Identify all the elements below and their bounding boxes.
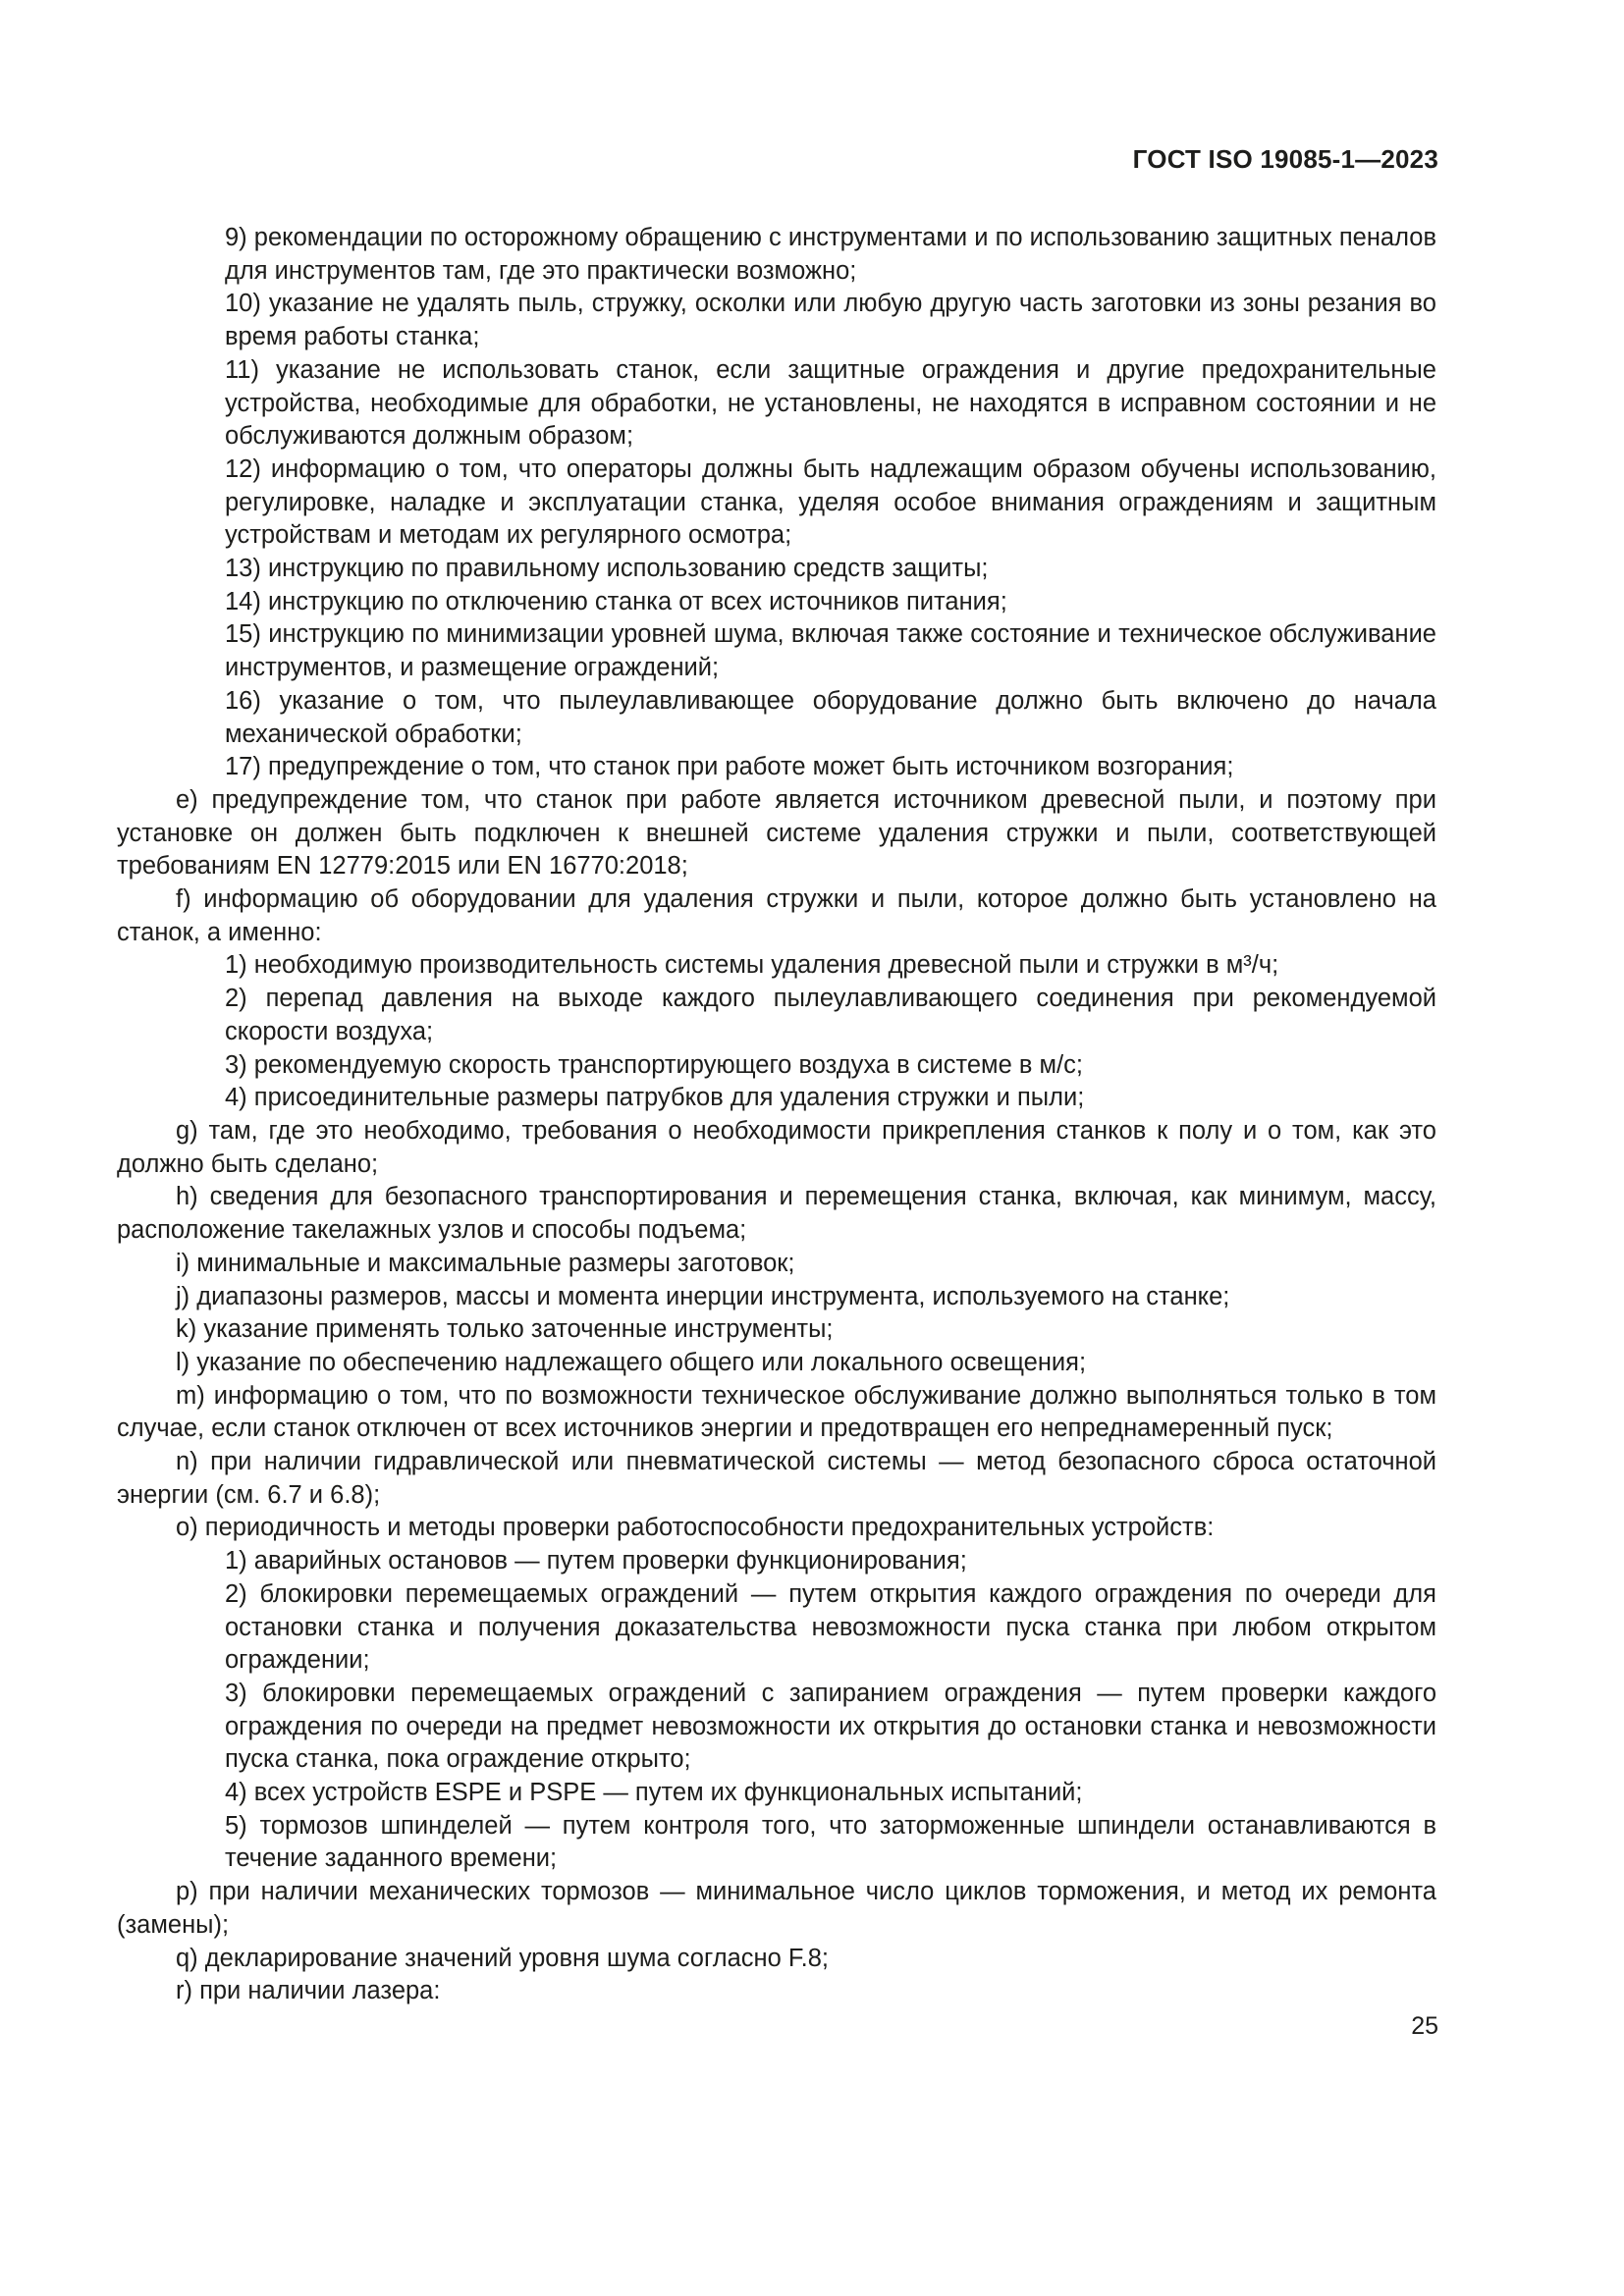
list-item: n) при наличии гидравлической или пневматической системы — метод безопасного сброса остаточной энергии (см. 6.7 и 6.8); [117,1448,1436,1509]
list-item: е) предупреждение том, что станок при работе является источником древесной пыли, и поэтому при установке он должен быть подключен к внешней системе удаления стружки и пыли, соответствующей требованиям EN 12779:2015 или EN 16770:2018; [117,785,1436,881]
list-subitem: 4) присоединительные размеры патрубков для удаления стружки и пыли; [225,1084,1085,1112]
list-subitem: 9) рекомендации по осторожному обращению с инструментами и по использованию защитных пеналов для инструментов там, где это практически возможно; [225,224,1436,285]
list-subitem: 17) предупреждение о том, что станок при работе может быть источником возгорания; [225,753,1234,781]
list-subitem: 1) необходимую производительность системы удаления древесной пыли и стружки в м³/ч; [225,951,1279,980]
list-subitem: 11) указание не использовать станок, если защитные ограждения и другие предохранительные устройства, необходимые для обработки, не установлены, не находятся в исправном состоянии и не обслуживаются должным образом; [225,355,1436,451]
list-item: m) информацию о том, что по возможности техническое обслуживание должно выполняться только в том случае, если станок отключен от всех источников энергии и предотвращен его непреднамеренный пуск; [117,1381,1436,1443]
document-body [117,222,1436,2008]
list-subitem: 15) инструкцию по минимизации уровней шума, включая также состояние и техническое обслуживание инструментов, и размещение ограждений; [225,620,1436,682]
list-subitem: 16) указание о том, что пылеулавливающее оборудование должно быть включено до начала механической обработки; [225,686,1436,748]
list-item: р) при наличии механических тормозов — минимальное число циклов торможения, и метод их ремонта (замены); [117,1878,1436,1939]
list-subitem: 3) блокировки перемещаемых ограждений с запиранием ограждения — путем проверки каждого ограждения по очереди на предмет невозможности их открытия до остановки станка и невозможности пуска станка, пока ограждение открыто; [225,1679,1436,1774]
list-item: l) указание по обеспечению надлежащего общего или локального освещения; [176,1348,1087,1376]
list-subitem: 2) блокировки перемещаемых ограждений — путем открытия каждого ограждения по очереди для остановки станка и получения доказательства невозможности пуска станка при любом открытом ограждении; [225,1579,1436,1675]
list-item: f) информацию об оборудовании для удаления стружки и пыли, которое должно быть установлено на станок, а именно: [117,885,1436,946]
list-item: h) сведения для безопасного транспортирования и перемещения станка, включая, как минимум, массу, расположение такелажных узлов и способы подъема; [117,1183,1436,1245]
list-item: k) указание применять только заточенные инструменты; [176,1315,834,1344]
list-item: r) при наличии лазера: [176,1977,441,2005]
list-item: о) периодичность и методы проверки работоспособности предохранительных устройств: [176,1514,1215,1542]
list-item: q) декларирование значений уровня шума согласно F.8; [176,1944,829,1972]
list-item: g) там, где это необходимо, требования о необходимости прикрепления станков к полу и о том, как это должно быть сделано; [117,1116,1436,1178]
list-subitem: 13) инструкцию по правильному использованию средств защиты; [225,555,989,583]
list-subitem: 12) информацию о том, что операторы должны быть надлежащим образом обучены использованию, регулировке, наладке и эксплуатации станка, уделяя особое внимания ограждениям и защитным устройствам и методам их регулярного осмотра; [225,454,1436,550]
page-number: 25 [1411,2012,1438,2040]
list-subitem: 5) тормозов шпинделей — путем контроля того, что заторможенные шпиндели останавливаются в течение заданного времени; [225,1811,1436,1873]
list-subitem: 3) рекомендуемую скорость транспортирующего воздуха в системе в м/с; [225,1050,1083,1079]
list-subitem: 2) перепад давления на выходе каждого пылеулавливающего соединения при рекомендуемой скорости воздуха; [225,985,1436,1045]
list-item: j) диапазоны размеров, массы и момента инерции инструмента, используемого на станке; [176,1282,1230,1310]
list-subitem: 10) указание не удалять пыль, стружку, осколки или любую другую часть заготовки из зоны резания во время работы станка; [225,290,1436,351]
list-subitem: 1) аварийных остановов — путем проверки функционирования; [225,1547,967,1575]
list-item: i) минимальные и максимальные размеры заготовок; [176,1249,795,1277]
document-header: ГОСТ ISO 19085-1—2023 [1132,144,1438,174]
list-subitem: 4) всех устройств ESPE и PSPE — путем их функциональных испытаний; [225,1779,1083,1807]
list-subitem: 14) инструкцию по отключению станка от всех источников питания; [225,587,1007,615]
